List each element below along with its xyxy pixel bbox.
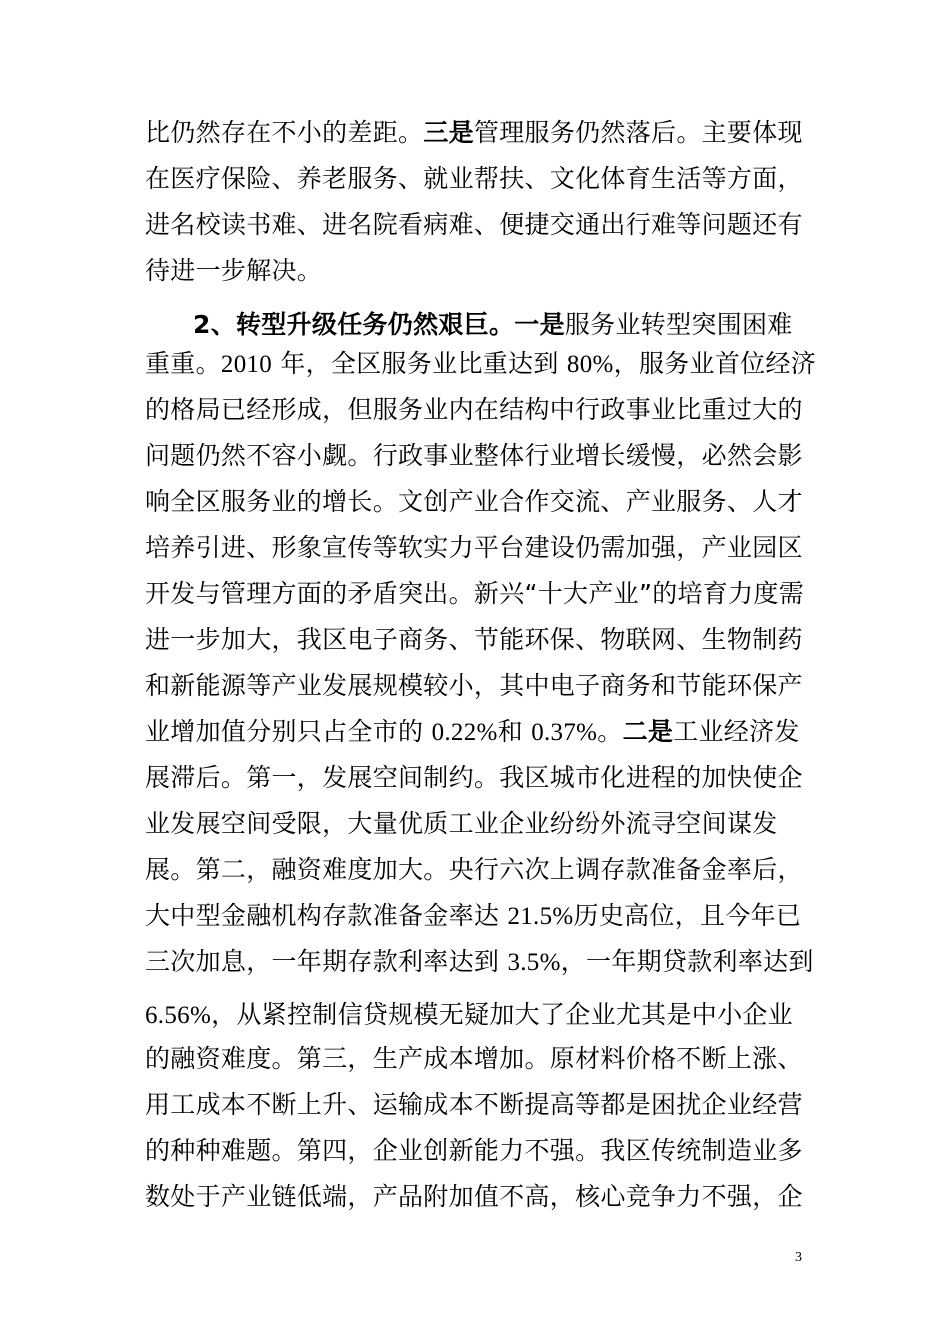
bold-text-run: 二是 [622, 717, 674, 746]
text-run: 。 [597, 717, 623, 746]
number-run: 80% [566, 351, 614, 378]
text-run: 管理服务仍然落后。主要体现 [473, 118, 803, 147]
text-line [145, 670, 803, 702]
number-run: 0.37% [531, 719, 598, 746]
text-line [145, 532, 803, 564]
text-run: 问题仍然不容小觑。行政事业整体行业增长缓慢，必然会影 [145, 441, 803, 470]
text-run: 和新能源等产业发展规模较小，其中电子商务和节能环保产 [145, 671, 803, 700]
text-run: 重重。 [145, 349, 221, 378]
section-heading: 2、转型升级任务仍然艰巨。 [193, 310, 515, 339]
page-number: 3 [795, 1250, 802, 1265]
text-line [145, 209, 803, 241]
text-run: 待进一步解决。 [145, 256, 323, 285]
text-run: 业增加值分别只占全市的 [145, 717, 432, 746]
number-run: 6.56% [145, 1002, 212, 1029]
text-line [145, 486, 803, 518]
text-line [145, 117, 803, 149]
text-line [145, 900, 801, 932]
section-heading-line [193, 309, 793, 341]
text-line [145, 163, 803, 195]
text-line [145, 946, 814, 978]
text-run: 的种种难题。第四，企业创新能力不强。我区传统制造业多 [145, 1136, 803, 1165]
bold-text-run: 一是 [514, 310, 565, 339]
text-line [145, 578, 804, 610]
text-run: 的格局已经形成，但服务业内在结构中行政事业比重过大的 [145, 395, 803, 424]
text-run: 展。第二，融资难度加大。央行六次上调存款准备金率后， [145, 855, 803, 884]
text-line [145, 624, 803, 656]
text-line [145, 808, 778, 840]
number-run: 21.5% [507, 903, 574, 930]
text-run: 开发与管理方面的矛盾突出。新兴“十大产业”的培育力度需 [145, 579, 805, 608]
text-line [145, 394, 803, 426]
number-run: 2010 [220, 351, 273, 378]
text-run: 数处于产业链低端，产品附加值不高，核心竞争力不强，企 [145, 1182, 803, 1211]
text-run: 展滞后。第一，发展空间制约。我区城市化进程的加快使企 [145, 763, 803, 792]
text-line [145, 716, 800, 748]
text-run: 年，全区服务业比重达到 [272, 349, 567, 378]
text-run: 和 [497, 717, 532, 746]
text-line [145, 440, 803, 472]
text-run: 比仍然存在不小的差距。 [145, 118, 424, 147]
text-run: 大中型金融机构存款准备金率达 [145, 901, 508, 930]
text-run: 进名校读书难、进名院看病难、便捷交通出行难等问题还有 [145, 210, 803, 239]
number-run: 3.5% [507, 949, 561, 976]
text-line [145, 1043, 803, 1075]
text-run: ，从紧控制信贷规模无疑加大了企业尤其是中小企业 [211, 1000, 793, 1029]
text-run: 业发展空间受限，大量优质工业企业纷纷外流寻空间谋发 [145, 809, 778, 838]
text-line [145, 854, 803, 886]
text-run: 的融资难度。第三，生产成本增加。原材料价格不断上涨、 [145, 1044, 803, 1073]
text-line [145, 1089, 803, 1121]
text-line [145, 762, 803, 794]
text-run: ，服务业首位经济 [613, 349, 817, 378]
text-run: 培养引进、形象宣传等软实力平台建设仍需加强，产业园区 [145, 533, 803, 562]
text-run: 用工成本不断上升、运输成本不断提高等都是困扰企业经营 [145, 1090, 803, 1119]
number-run: 0.22% [431, 719, 498, 746]
text-run: 进一步加大，我区电子商务、节能环保、物联网、生物制药 [145, 625, 803, 654]
text-run: 服务业转型突围困难 [564, 310, 793, 339]
text-line [145, 1135, 803, 1167]
text-run: 响全区服务业的增长。文创产业合作交流、产业服务、人才 [145, 487, 803, 516]
bold-text-run: 三是 [423, 118, 474, 147]
text-line [145, 348, 816, 380]
text-run: 三次加息，一年期存款利率达到 [145, 947, 508, 976]
text-run: 历史高位，且今年已 [573, 901, 802, 930]
text-run: 在医疗保险、养老服务、就业帮扶、文化体育生活等方面， [145, 164, 803, 193]
text-run: 工业经济发 [673, 717, 800, 746]
text-line [145, 1181, 803, 1213]
text-line [145, 255, 322, 287]
text-line [145, 999, 793, 1031]
text-run: ，一年期贷款利率达到 [560, 947, 814, 976]
